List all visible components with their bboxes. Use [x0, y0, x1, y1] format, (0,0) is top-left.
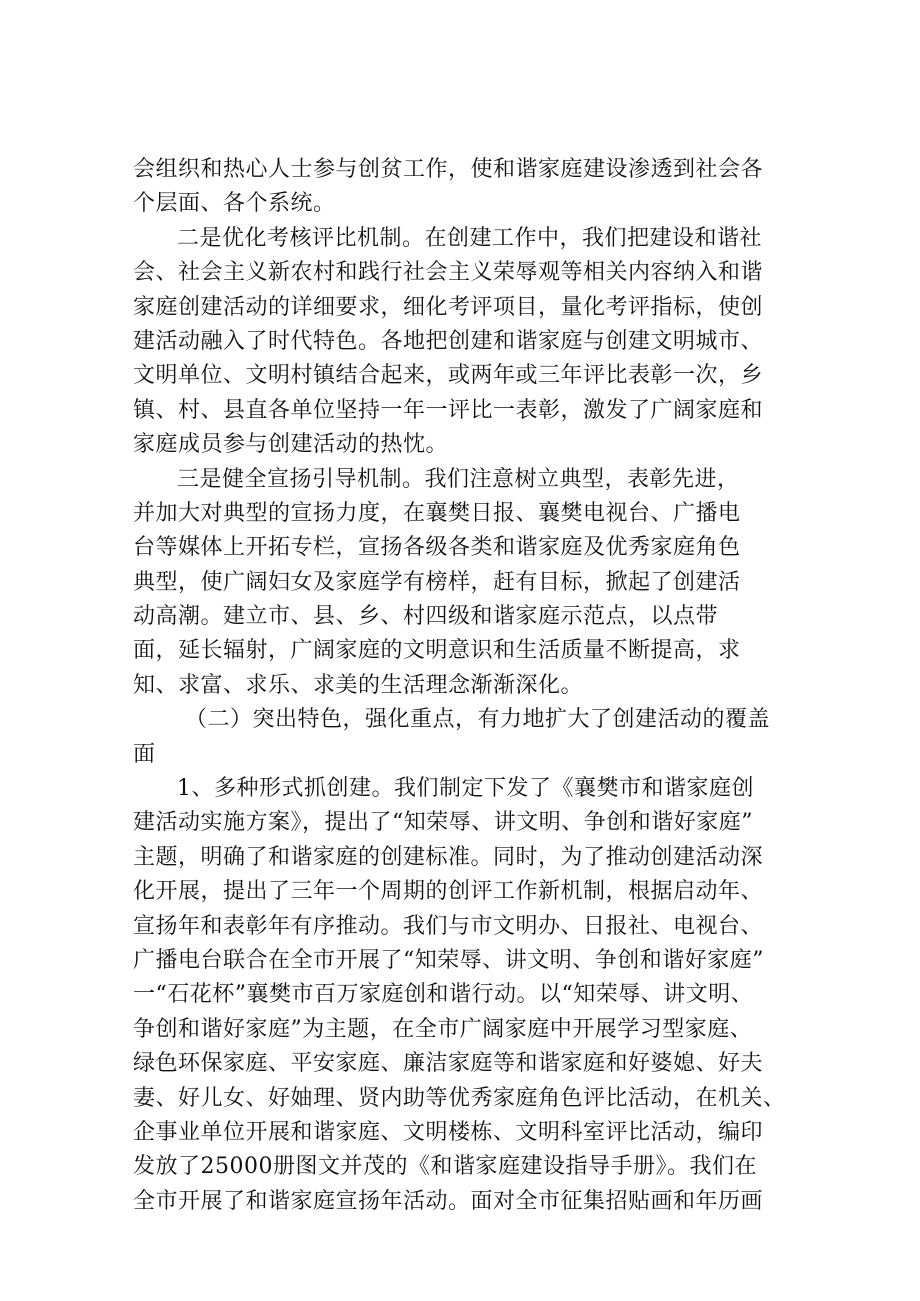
text-line: 主题，明确了和谐家庭的创建标准。同时，为了推动创建活动深 — [133, 844, 764, 870]
text-line: 文明单位、文明村镇结合起来，或两年或三年评比表彰一次，乡 — [133, 363, 764, 389]
text-line: 会、社会主义新农村和践行社会主义荣辱观等相关内容纳入和谐 — [133, 260, 764, 286]
text-line: 动高潮。建立市、县、乡、村四级和谐家庭示范点，以点带 — [133, 604, 719, 630]
text-line: 三是健全宣扬引导机制。我们注意树立典型，表彰先进， — [177, 466, 740, 492]
text-line: 全市开展了和谐家庭宣扬年活动。面对全市征集招贴画和年历画 — [133, 1188, 764, 1214]
text-line: 化开展，提出了三年一个周期的创评工作新机制，根据启动年、 — [133, 879, 764, 905]
text-line: 建活动融入了时代特色。各地把创建和谐家庭与创建文明城市、 — [133, 328, 764, 354]
body-text — [133, 153, 789, 1219]
text-line: 典型，使广阔妇女及家庭学有榜样，赶有目标，掀起了创建活 — [133, 569, 741, 595]
text-line: 广播电台联合在全市开展了“知荣辱、讲文明、争创和谐好家庭” — [133, 947, 764, 973]
text-line: 台等媒体上开拓专栏，宣扬各级各类和谐家庭及优秀家庭角色 — [133, 535, 741, 561]
text-line: 并加大对典型的宣扬力度，在襄樊日报、襄樊电视台、广播电 — [133, 500, 741, 526]
text-line: 建活动实施方案》，提出了“知荣辱、讲文明、争创和谐好家庭” — [133, 810, 753, 836]
text-line: 家庭创建活动的详细要求，细化考评项目，量化考评指标，使创 — [133, 294, 764, 320]
text-line: 知、求富、求乐、求美的生活理念渐渐深化。 — [133, 672, 584, 698]
text-line: 1、多种形式抓创建。我们制定下发了《襄樊市和谐家庭创 — [177, 776, 754, 802]
text-line: 面 — [133, 741, 156, 767]
text-line: 家庭成员参与创建活动的热忱。 — [133, 432, 449, 458]
text-line: 争创和谐好家庭”为主题，在全市广阔家庭中开展学习型家庭、 — [133, 1016, 753, 1042]
text-line: 镇、村、县直各单位坚持一年一评比一表彰，激发了广阔家庭和 — [133, 397, 764, 423]
text-line: 绿色环保家庭、平安家庭、廉洁家庭等和谐家庭和好婆媳、好夫 — [133, 1051, 764, 1077]
text-line: 个层面、各个系统。 — [133, 191, 336, 217]
text-line: 二是优化考核评比机制。在创建工作中，我们把建设和谐社 — [177, 225, 763, 251]
text-line: （二）突出特色，强化重点，有力地扩大了创建活动的覆盖 — [185, 707, 771, 733]
text-line: 一“石花杯”襄樊市百万家庭创和谐行动。以“知荣辱、讲文明、 — [133, 982, 754, 1008]
text-line: 会组织和热心人士参与创贫工作，使和谐家庭建设渗透到社会各 — [133, 157, 764, 182]
text-line: 发放了25000册图文并茂的《和谐家庭建设指导手册》。我们在 — [133, 1154, 757, 1180]
text-line: 企事业单位开展和谐家庭、文明楼栋、文明科室评比活动，编印 — [133, 1119, 764, 1145]
text-line: 妻、好儿女、好妯理、贤内助等优秀家庭角色评比活动，在机关、 — [133, 1085, 786, 1111]
text-line: 面，延长辐射，广阔家庭的文明意识和生活质量不断提高，求 — [133, 638, 741, 664]
text-line: 宣扬年和表彰年有序推动。我们与市文明办、日报社、电视台、 — [133, 913, 764, 939]
